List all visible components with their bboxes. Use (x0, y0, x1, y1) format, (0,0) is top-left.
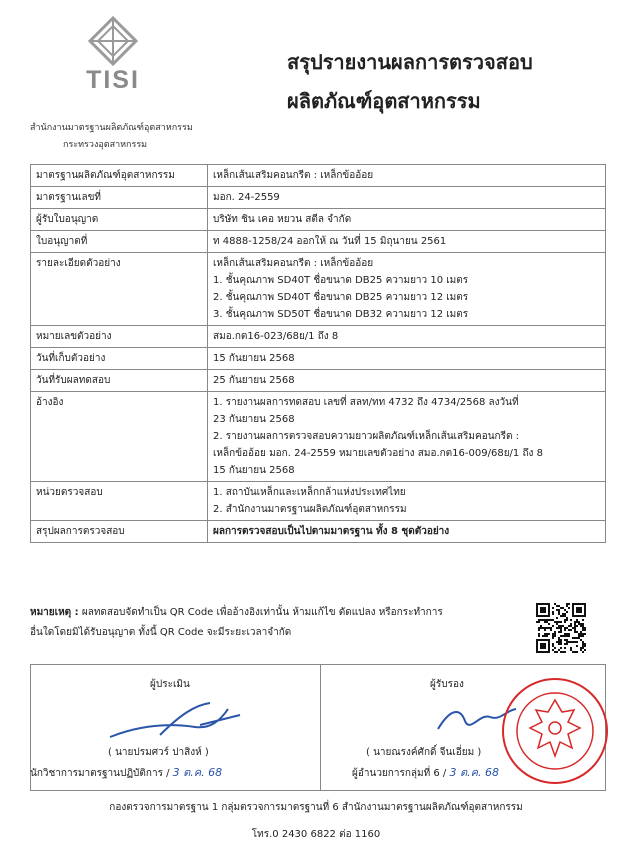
row-value-line: เหล็กเส้นเสริมคอนกรีต : เหล็กข้ออ้อย (213, 170, 374, 181)
table-row (31, 209, 606, 231)
row-value-line: 2. รายงานผลการตรวจสอบความยาวผลิตภัณฑ์เหล็กเส้นเสริมคอนกรีต : (213, 431, 520, 442)
qr-code-icon[interactable] (536, 603, 586, 653)
qr-module (570, 623, 572, 625)
qr-module (566, 603, 568, 605)
certifier-date: 3 ต.ค. 68 (449, 766, 499, 779)
qr-module (582, 627, 584, 629)
row-value (208, 231, 606, 253)
qr-module (570, 641, 572, 643)
row-value-line: 25 กันยายน 2568 (213, 375, 295, 386)
qr-module (558, 631, 560, 633)
row-label: ใบอนุญาตที่ (31, 231, 208, 253)
qr-module (582, 645, 584, 647)
qr-module (560, 635, 562, 637)
note-label: หมายเหตุ : (30, 607, 79, 618)
qr-module (538, 619, 540, 621)
row-value-line: ผลการตรวจสอบเป็นไปตามมาตรฐาน ทั้ง 8 ชุดตัวอย่าง (213, 526, 450, 537)
qr-module (548, 627, 550, 629)
divider (320, 665, 321, 790)
qr-module (552, 637, 554, 639)
row-value-line: 2. ชั้นคุณภาพ SD40T ชื่อขนาด DB25 ความยาว 12 เมตร (213, 292, 469, 303)
qr-module (552, 645, 554, 647)
qr-module (560, 631, 562, 633)
row-value-line: 3. ชั้นคุณภาพ SD50T ชื่อขนาด DB32 ความยาว 12 เมตร (213, 309, 469, 320)
qr-module (564, 647, 566, 649)
table-row (31, 187, 606, 209)
qr-module (568, 625, 570, 627)
qr-module (554, 603, 556, 605)
document-title-line2: ผลิตภัณฑ์อุตสาหกรรม (287, 89, 481, 113)
note-text-line2: อื่นใดโดยมิได้รับอนุญาต ทั้งนี้ QR Code จะมีระยะเวลาจำกัด (30, 627, 292, 638)
row-value (208, 482, 606, 521)
qr-module (548, 623, 550, 625)
qr-module (564, 609, 566, 611)
qr-module (564, 615, 566, 617)
qr-module (562, 615, 564, 617)
qr-module (578, 621, 580, 623)
qr-module (554, 651, 556, 653)
qr-module (544, 635, 546, 637)
qr-module (554, 621, 556, 623)
row-label: หน่วยตรวจสอบ (31, 482, 208, 521)
row-value-line: สมอ.กต16-023/68ย/1 ถึง 8 (213, 331, 339, 342)
row-label: วันที่รับผลทดสอบ (31, 370, 208, 392)
qr-module (574, 629, 576, 631)
qr-module (584, 633, 586, 635)
table-row (31, 231, 606, 253)
qr-module (578, 633, 580, 635)
qr-module (568, 635, 570, 637)
row-label: หมายเลขตัวอย่าง (31, 326, 208, 348)
row-value (208, 392, 606, 482)
qr-module (558, 643, 560, 645)
qr-module (584, 649, 586, 651)
qr-module (560, 629, 562, 631)
qr-module (572, 627, 574, 629)
qr-module (562, 625, 564, 627)
qr-module (556, 605, 558, 607)
qr-module (558, 637, 560, 639)
qr-module (538, 629, 540, 631)
qr-module (544, 619, 546, 621)
qr-module (554, 633, 556, 635)
footer-phone: โทร.0 2430 6822 ต่อ 1160 (251, 829, 381, 840)
qr-module (564, 627, 566, 629)
qr-module (540, 607, 546, 613)
qr-module (542, 627, 544, 629)
qr-module (560, 621, 562, 623)
qr-module (566, 611, 568, 613)
qr-module (560, 627, 562, 629)
qr-module (552, 611, 554, 613)
assessor-position-text: นักวิชาการมาตรฐานปฏิบัติการ / (30, 768, 170, 779)
qr-module (560, 639, 562, 641)
qr-module (574, 651, 576, 653)
table-row (31, 521, 606, 543)
qr-module (580, 649, 582, 651)
row-value-line: บริษัท ชิน เคอ หยวน สตีล จำกัด (213, 214, 352, 225)
qr-module (564, 629, 566, 631)
qr-module (548, 633, 550, 635)
row-label: อ้างอิง (31, 392, 208, 482)
qr-module (576, 625, 578, 627)
certifier-name: ( นายณรงค์ศักดิ์ จีนเอี่ยม ) (366, 747, 482, 758)
qr-module (566, 643, 568, 645)
qr-module (582, 625, 584, 627)
qr-module (558, 605, 560, 607)
qr-module (540, 643, 546, 649)
qr-module (574, 623, 576, 625)
qr-module (564, 635, 566, 637)
qr-module (582, 647, 584, 649)
row-value-line: 1. สถาบันเหล็กและเหล็กกล้าแห่งประเทศไทย (213, 487, 406, 498)
qr-module (552, 643, 554, 645)
document-title-line1: สรุปรายงานผลการตรวจสอบ (287, 50, 533, 74)
row-value (208, 187, 606, 209)
qr-module (544, 633, 546, 635)
qr-module (580, 633, 582, 635)
qr-module (562, 613, 564, 615)
row-value (208, 253, 606, 326)
qr-module (570, 629, 572, 631)
row-value-line: 1. รายงานผลการทดสอบ เลขที่ สลท/ทท 4732 ถึง 4734/2568 ลงวันที่ (213, 397, 519, 408)
qr-module (576, 637, 578, 639)
qr-module (564, 633, 566, 635)
qr-module (558, 613, 560, 615)
qr-module (584, 645, 586, 647)
qr-module (558, 609, 560, 611)
assessor-signature-icon (100, 695, 250, 745)
qr-module (538, 635, 540, 637)
qr-module (564, 651, 566, 653)
qr-module (572, 641, 574, 643)
qr-module (564, 643, 566, 645)
qr-module (582, 651, 584, 653)
qr-module (578, 637, 580, 639)
qr-module (580, 623, 582, 625)
qr-module (578, 635, 580, 637)
qr-module (546, 621, 548, 623)
table-row (31, 482, 606, 521)
row-value (208, 521, 606, 543)
qr-module (578, 623, 580, 625)
qr-module (558, 621, 560, 623)
qr-module (568, 603, 570, 605)
qr-module (556, 627, 558, 629)
qr-module (580, 631, 582, 633)
qr-module (576, 651, 578, 653)
qr-module (538, 633, 540, 635)
qr-module (542, 635, 544, 637)
note-text-line1: ผลทดสอบจัดทำเป็น QR Code เพื่ออ้างอิงเท่านั้น ห้ามแก้ไข ตัดแปลง หรือกระทำการ (81, 607, 443, 618)
qr-module (574, 637, 576, 639)
qr-module (560, 647, 562, 649)
row-label: มาตรฐานผลิตภัณฑ์อุตสาหกรรม (31, 165, 208, 187)
qr-module (548, 619, 550, 621)
row-label: ผู้รับใบอนุญาต (31, 209, 208, 231)
qr-module (552, 613, 554, 615)
row-label: รายละเอียดตัวอย่าง (31, 253, 208, 326)
qr-module (552, 633, 554, 635)
row-label: สรุปผลการตรวจสอบ (31, 521, 208, 543)
qr-module (552, 635, 554, 637)
row-value-line: ท 4888-1258/24 ออกให้ ณ วันที่ 15 มิถุนายน 2561 (213, 236, 447, 247)
qr-module (556, 651, 558, 653)
row-value (208, 348, 606, 370)
qr-module (560, 643, 562, 645)
qr-module (582, 619, 584, 621)
row-value-line: 1. ชั้นคุณภาพ SD40T ชื่อขนาด DB25 ความยาว 10 เมตร (213, 275, 469, 286)
qr-module (560, 651, 562, 653)
qr-module (564, 619, 566, 621)
qr-module (560, 625, 562, 627)
tisi-emblem-icon (78, 14, 148, 66)
qr-module (558, 627, 560, 629)
qr-module (540, 625, 542, 627)
qr-module (570, 619, 572, 621)
qr-module (558, 625, 560, 627)
qr-module (552, 625, 554, 627)
row-value-line: 15 กันยายน 2568 (213, 465, 295, 476)
qr-module (582, 643, 584, 645)
row-label: มาตรฐานเลขที่ (31, 187, 208, 209)
qr-module (542, 619, 544, 621)
row-value (208, 326, 606, 348)
qr-module (568, 629, 570, 631)
qr-module (564, 639, 566, 641)
qr-module (584, 629, 586, 631)
qr-module (566, 605, 568, 607)
qr-module (538, 627, 540, 629)
qr-module (574, 627, 576, 629)
official-seal-stamp-icon (500, 676, 610, 786)
qr-module (552, 619, 554, 621)
qr-module (566, 635, 568, 637)
qr-module (576, 607, 582, 613)
qr-module (582, 641, 584, 643)
qr-module (582, 629, 584, 631)
row-value (208, 370, 606, 392)
tisi-logo (78, 14, 148, 98)
table-row (31, 165, 606, 187)
qr-module (564, 613, 566, 615)
agency-name: สำนักงานมาตรฐานผลิตภัณฑ์อุตสาหกรรม (30, 123, 193, 133)
qr-module (562, 651, 564, 653)
qr-module (556, 623, 558, 625)
qr-module (552, 649, 554, 651)
row-value-line: 2. สำนักงานมาตรฐานผลิตภัณฑ์อุตสาหกรรม (213, 504, 407, 515)
qr-module (570, 625, 572, 627)
qr-module (554, 631, 556, 633)
qr-module (566, 619, 568, 621)
qr-module (538, 621, 540, 623)
qr-module (546, 619, 548, 621)
qr-module (560, 615, 562, 617)
certifier-position-text: ผู้อำนวยการกลุ่มที่ 6 / (352, 768, 447, 779)
row-value-line: เหล็กข้ออ้อย มอก. 24-2559 หมายเลขตัวอย่าง สมอ.กต16-009/68ย/1 ถึง 8 (213, 448, 543, 459)
qr-module (546, 635, 548, 637)
qr-module (582, 635, 584, 637)
qr-module (572, 651, 574, 653)
report-table (30, 164, 606, 543)
qr-module (554, 647, 556, 649)
qr-module (568, 633, 570, 635)
qr-module (562, 635, 564, 637)
assessor-name: ( นายปรมศวร์ ปาสิงห์ ) (108, 747, 209, 758)
assessor-position (30, 763, 222, 781)
qr-module (558, 641, 560, 643)
table-row (31, 348, 606, 370)
row-value-line: มอก. 24-2559 (213, 192, 280, 203)
logo-text: TISI (86, 66, 140, 94)
row-value (208, 209, 606, 231)
certifier-title: ผู้รับรอง (430, 679, 464, 690)
qr-module (560, 641, 562, 643)
qr-module (564, 621, 566, 623)
qr-module (580, 639, 582, 641)
qr-module (550, 619, 552, 621)
qr-module (544, 627, 546, 629)
qr-module (566, 641, 568, 643)
qr-module (568, 641, 570, 643)
row-value-line: 23 กันยายน 2568 (213, 414, 295, 425)
table-row (31, 370, 606, 392)
qr-module (562, 607, 564, 609)
qr-module (576, 631, 578, 633)
qr-module (566, 627, 568, 629)
qr-module (540, 619, 542, 621)
assessor-title: ผู้ประเมิน (150, 679, 190, 690)
qr-module (540, 627, 542, 629)
qr-module (550, 627, 552, 629)
table-row (31, 253, 606, 326)
qr-module (554, 635, 556, 637)
qr-module (582, 623, 584, 625)
qr-module (580, 647, 582, 649)
certifier-position (352, 763, 499, 781)
row-label: วันที่เก็บตัวอย่าง (31, 348, 208, 370)
table-row (31, 392, 606, 482)
qr-module (544, 629, 546, 631)
qr-module (572, 637, 574, 639)
ministry-name: กระทรวงอุตสาหกรรม (63, 140, 148, 150)
row-value (208, 165, 606, 187)
qr-module (550, 629, 552, 631)
qr-module (560, 607, 562, 609)
qr-module (574, 631, 576, 633)
qr-module (566, 633, 568, 635)
qr-module (558, 611, 560, 613)
qr-module (556, 609, 558, 611)
qr-module (566, 639, 568, 641)
qr-module (546, 633, 548, 635)
qr-module (544, 621, 546, 623)
qr-module (582, 633, 584, 635)
assessor-date: 3 ต.ค. 68 (172, 766, 223, 779)
note (30, 603, 500, 643)
qr-module (576, 621, 578, 623)
qr-module (570, 649, 572, 651)
qr-module (556, 617, 558, 619)
qr-module (580, 635, 582, 637)
qr-module (556, 621, 558, 623)
qr-module (552, 607, 554, 609)
footer-department: กองตรวจการมาตรฐาน 1 กลุ่มตรวจการมาตรฐานที่ 6 สำนักงานมาตรฐานผลิตภัณฑ์อุตสาหกรรม (109, 802, 523, 813)
qr-module (566, 617, 568, 619)
row-value-line: 15 กันยายน 2568 (213, 353, 295, 364)
qr-module (580, 625, 582, 627)
qr-module (576, 645, 578, 647)
qr-module (558, 639, 560, 641)
qr-module (558, 649, 560, 651)
qr-module (536, 621, 538, 623)
qr-module (546, 627, 548, 629)
qr-module (574, 641, 576, 643)
qr-module (576, 641, 578, 643)
qr-module (574, 625, 576, 627)
qr-module (584, 627, 586, 629)
qr-module (574, 621, 576, 623)
row-value-line: เหล็กเส้นเสริมคอนกรีต : เหล็กข้ออ้อย (213, 258, 374, 269)
qr-module (570, 647, 572, 649)
qr-module (584, 643, 586, 645)
qr-module (576, 619, 578, 621)
qr-module (568, 607, 570, 609)
qr-module (556, 641, 558, 643)
table-row (31, 326, 606, 348)
